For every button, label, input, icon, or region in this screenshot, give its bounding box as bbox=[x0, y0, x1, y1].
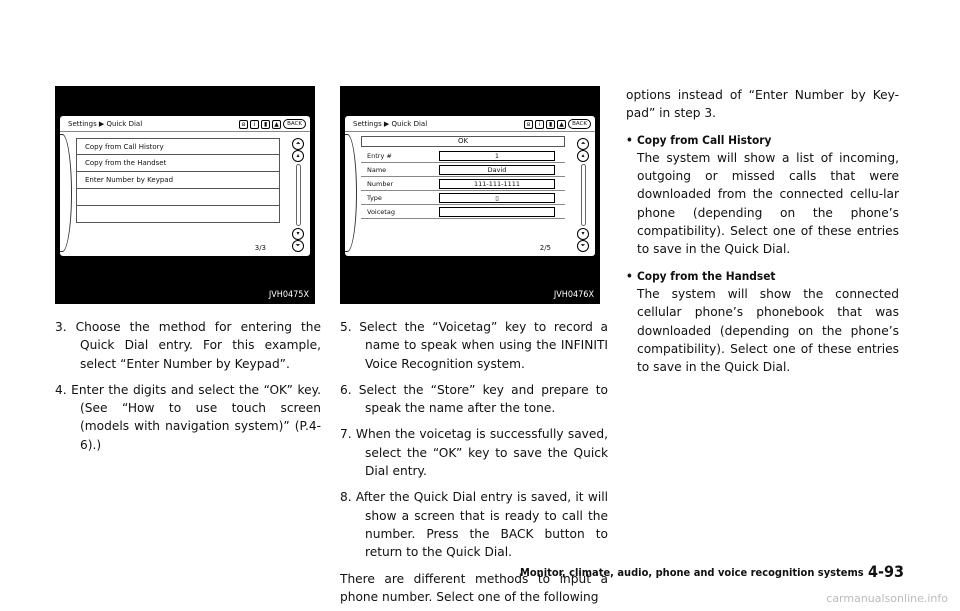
bullet-title-handset: • Copy from the Handset bbox=[626, 267, 899, 285]
step-3: 3. Choose the method for entering the Quick Dial entry. For this example, select “Enter Number by Keypad”. bbox=[55, 320, 321, 371]
step-7: 7. When the voicetag is successfully saved, select the “OK” key to save the Quick Dial entry. bbox=[340, 427, 608, 479]
field-label: Entry # bbox=[367, 152, 392, 160]
field-value[interactable]: David bbox=[439, 165, 555, 175]
page-indicator: 3/3 bbox=[254, 244, 266, 252]
bullet-title-call-history: • Copy from Call History bbox=[626, 131, 899, 149]
screen-header bbox=[60, 116, 310, 132]
entry-form bbox=[361, 149, 565, 219]
footer-section-title: Monitor, climate, audio, phone and voice recognition systems bbox=[520, 566, 864, 579]
scroll-down-icon[interactable]: ▾ bbox=[577, 228, 589, 240]
field-label: Type bbox=[367, 194, 382, 202]
scroll-top-icon[interactable]: ⏶ bbox=[577, 138, 589, 150]
scroll-controls bbox=[290, 138, 306, 252]
scroll-up-icon[interactable]: ▴ bbox=[292, 150, 304, 162]
ok-button[interactable]: OK bbox=[361, 136, 565, 147]
menu-item-empty bbox=[76, 206, 280, 223]
signal-icon: ▲ bbox=[557, 120, 566, 129]
battery-icon: ▮ bbox=[546, 120, 555, 129]
paragraph-methods: There are different methods to input a phone number. Select one of the following bbox=[340, 571, 608, 604]
column-1 bbox=[55, 318, 321, 462]
page-number: 4-93 bbox=[868, 562, 905, 581]
battery-icon: ▮ bbox=[261, 120, 270, 129]
type-icon-field[interactable]: ▯ bbox=[439, 193, 555, 203]
scroll-controls bbox=[575, 138, 591, 252]
field-label: Number bbox=[367, 180, 394, 188]
scroll-down-icon[interactable]: ▾ bbox=[292, 228, 304, 240]
field-value[interactable]: 1 bbox=[439, 151, 555, 161]
field-name[interactable] bbox=[361, 163, 565, 177]
info-icon: i bbox=[250, 120, 259, 129]
bullet-text-handset: The system will show the connected cellular phone’s phonebook that was downloaded (depending on the phone’s compatibility). Select one of these entries to save in the Quick Dial. bbox=[637, 286, 899, 375]
field-label: Voicetag bbox=[367, 208, 395, 216]
scrollbar[interactable] bbox=[296, 164, 301, 226]
back-button[interactable]: BACK bbox=[568, 119, 591, 129]
field-entry-number[interactable] bbox=[361, 149, 565, 163]
column-3 bbox=[626, 86, 899, 384]
field-type[interactable] bbox=[361, 191, 565, 205]
figure-quick-dial-entry bbox=[340, 86, 600, 304]
left-bezel-arc bbox=[60, 134, 72, 252]
watermark: carmanualsonline.info bbox=[826, 592, 948, 605]
screen-header bbox=[345, 116, 595, 132]
bluetooth-icon: ʙ bbox=[524, 120, 533, 129]
step-4: 4. Enter the digits and select the “OK” key. (See “How to use touch screen (models with navigation system)” (P.4-6).) bbox=[55, 382, 321, 452]
field-label: Name bbox=[367, 166, 387, 174]
figure-quick-dial-menu bbox=[55, 86, 315, 304]
step-8: 8. After the Quick Dial entry is saved, it will show a screen that is ready to call the number. Press the BACK button to return to the Quick Dial. bbox=[340, 490, 608, 560]
screen-display bbox=[60, 116, 310, 256]
paragraph-options: options instead of “Enter Number by Key-pad” in step 3. bbox=[626, 88, 899, 121]
scroll-bottom-icon[interactable]: ⏷ bbox=[292, 240, 304, 252]
left-bezel-arc bbox=[345, 134, 357, 252]
bluetooth-icon: ʙ bbox=[239, 120, 248, 129]
menu-item-copy-handset[interactable]: Copy from the Handset bbox=[76, 155, 280, 172]
field-value[interactable] bbox=[439, 207, 555, 217]
page-indicator: 2/5 bbox=[539, 244, 551, 252]
info-icon: i bbox=[535, 120, 544, 129]
menu-item-copy-call-history[interactable]: Copy from Call History bbox=[76, 138, 280, 155]
screen-display bbox=[345, 116, 595, 256]
signal-icon: ▲ bbox=[272, 120, 281, 129]
breadcrumb: Settings ▶ Quick Dial bbox=[68, 120, 143, 128]
scrollbar[interactable] bbox=[581, 164, 586, 226]
figure-label: JVH0475X bbox=[268, 290, 309, 300]
field-value[interactable]: 111-111-1111 bbox=[439, 179, 555, 189]
scroll-top-icon[interactable]: ⏶ bbox=[292, 138, 304, 150]
scroll-up-icon[interactable]: ▴ bbox=[577, 150, 589, 162]
step-6: 6. Select the “Store” key and prepare to speak the name after the tone. bbox=[340, 382, 608, 416]
menu-item-empty bbox=[76, 189, 280, 206]
back-button[interactable]: BACK bbox=[283, 119, 306, 129]
bullet-text-call-history: The system will show a list of incoming, outgoing or missed calls that were downloaded from the connected cellu-lar phone (depending on the phone’s compatibility). Select one of these entries to save in the Quick Dial. bbox=[637, 150, 899, 257]
field-number[interactable] bbox=[361, 177, 565, 191]
figure-label: JVH0476X bbox=[553, 290, 594, 300]
breadcrumb: Settings ▶ Quick Dial bbox=[353, 120, 428, 128]
menu-item-enter-keypad[interactable]: Enter Number by Keypad bbox=[76, 172, 280, 189]
step-5: 5. Select the “Voicetag” key to record a name to speak when using the INFINITI Voice Recognition system. bbox=[340, 320, 608, 371]
field-voicetag[interactable] bbox=[361, 205, 565, 219]
menu-list bbox=[76, 138, 280, 223]
scroll-bottom-icon[interactable]: ⏷ bbox=[577, 240, 589, 252]
